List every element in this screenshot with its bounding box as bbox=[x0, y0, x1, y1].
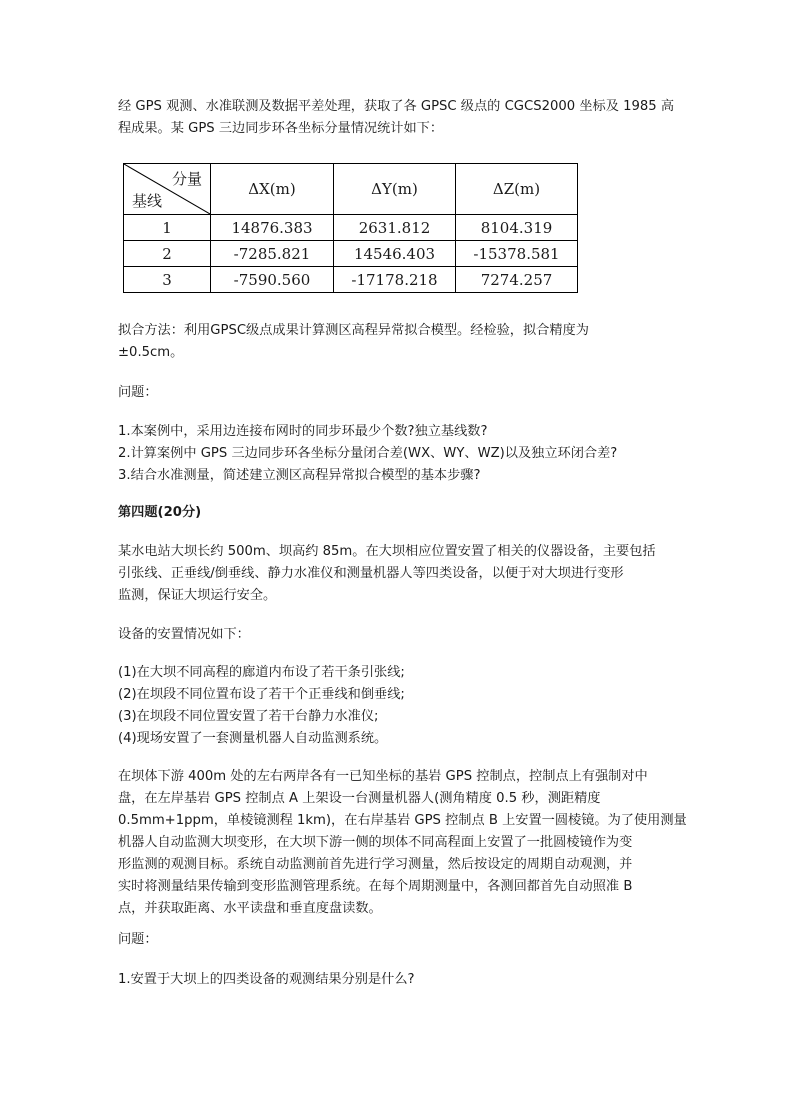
setup-item: (2)在坝段不同位置布设了若干个正垂线和倒垂线; bbox=[118, 687, 405, 702]
table-corner-cell bbox=[124, 164, 211, 215]
dz-cell: -15378.581 bbox=[456, 241, 578, 267]
dx-cell: -7590.560 bbox=[211, 267, 334, 293]
paragraph-line: 盘，在左岸基岩 GPS 控制点 A 上架设一台测量机器人(测角精度 0.5 秒，测距精度 bbox=[118, 791, 601, 806]
dy-cell: 14546.403 bbox=[334, 241, 456, 267]
paragraph-line: ±0.5cm。 bbox=[118, 345, 184, 360]
baseline-components-table bbox=[123, 163, 578, 293]
paragraph-line: 机器人自动监测大坝变形，在大坝下游一侧的坝体不同高程面上安置了一批圆棱镜作为变 bbox=[118, 835, 633, 850]
dx-cell: 14876.383 bbox=[211, 215, 334, 241]
paragraph-line: 经 GPS 观测、水准联测及数据平差处理，获取了各 GPSC 级点的 CGCS2000 坐标及 1985 高 bbox=[118, 99, 675, 114]
dy-cell: -17178.218 bbox=[334, 267, 456, 293]
table-row bbox=[124, 241, 578, 267]
baseline-id-cell: 2 bbox=[124, 241, 211, 267]
setup-item: (3)在坝段不同位置安置了若干台静力水准仪; bbox=[118, 709, 379, 724]
section-heading: 第四题(20分) bbox=[118, 505, 202, 520]
dz-cell: 8104.319 bbox=[456, 215, 578, 241]
corner-label-baseline: 基线 bbox=[132, 192, 163, 210]
paragraph-line: 程成果。某 GPS 三边同步环各坐标分量情况统计如下： bbox=[118, 121, 444, 136]
baseline-id-cell: 3 bbox=[124, 267, 211, 293]
paragraph-line: 监测，保证大坝运行安全。 bbox=[118, 588, 277, 603]
table-row bbox=[124, 267, 578, 293]
dz-cell: 7274.257 bbox=[456, 267, 578, 293]
paragraph-line: 形监测的观测目标。系统自动监测前首先进行学习测量，然后按设定的周期自动观测，并 bbox=[118, 857, 633, 872]
paragraph-line: 某水电站大坝长约 500m、坝高约 85m。在大坝相应位置安置了相关的仪器设备，主要包括 bbox=[118, 544, 656, 559]
paragraph-line: 0.5mm+1ppm，单棱镜测程 1km)，在右岸基岩 GPS 控制点 B 上安置一圆棱镜。为了使用测量 bbox=[118, 813, 687, 828]
table-row bbox=[124, 215, 578, 241]
paragraph-line: 在坝体下游 400m 处的左右两岸各有一已知坐标的基岩 GPS 控制点，控制点上有强制对中 bbox=[118, 769, 648, 784]
paragraph-line: 实时将测量结果传输到变形监测管理系统。在每个周期测量中，各测回都首先自动照准 B bbox=[118, 879, 633, 894]
setup-item: (1)在大坝不同高程的廊道内布设了若干条引张线; bbox=[118, 665, 405, 680]
paragraph-line: 引张线、正垂线/倒垂线、静力水准仪和测量机器人等四类设备，以便于对大坝进行变形 bbox=[118, 566, 624, 581]
questions-label: 问题： bbox=[118, 385, 158, 400]
question-item: 2.计算案例中 GPS 三边同步环各坐标分量闭合差(WX、WY、WZ)以及独立环闭合差? bbox=[118, 446, 618, 461]
question-item: 1.安置于大坝上的四类设备的观测结果分别是什么? bbox=[118, 972, 415, 987]
dx-cell: -7285.821 bbox=[211, 241, 334, 267]
column-header: ΔX(m) bbox=[211, 164, 334, 215]
paragraph-line: 点，并获取距离、水平读盘和垂直度盘读数。 bbox=[118, 901, 382, 916]
column-header: ΔY(m) bbox=[334, 164, 456, 215]
column-header: ΔZ(m) bbox=[456, 164, 578, 215]
baseline-id-cell: 1 bbox=[124, 215, 211, 241]
paragraph-line: 拟合方法：利用GPSC级点成果计算测区高程异常拟合模型。经检验，拟合精度为 bbox=[118, 323, 589, 338]
questions-label: 问题： bbox=[118, 932, 158, 947]
question-item: 1.本案例中，采用边连接布网时的同步环最少个数?独立基线数? bbox=[118, 424, 488, 439]
table-header-row bbox=[124, 164, 578, 215]
dy-cell: 2631.812 bbox=[334, 215, 456, 241]
setup-item: (4)现场安置了一套测量机器人自动监测系统。 bbox=[118, 731, 388, 746]
setup-label: 设备的安置情况如下： bbox=[118, 627, 250, 642]
corner-label-component: 分量 bbox=[171, 170, 202, 188]
question-item: 3.结合水准测量，简述建立测区高程异常拟合模型的基本步骤? bbox=[118, 468, 481, 483]
